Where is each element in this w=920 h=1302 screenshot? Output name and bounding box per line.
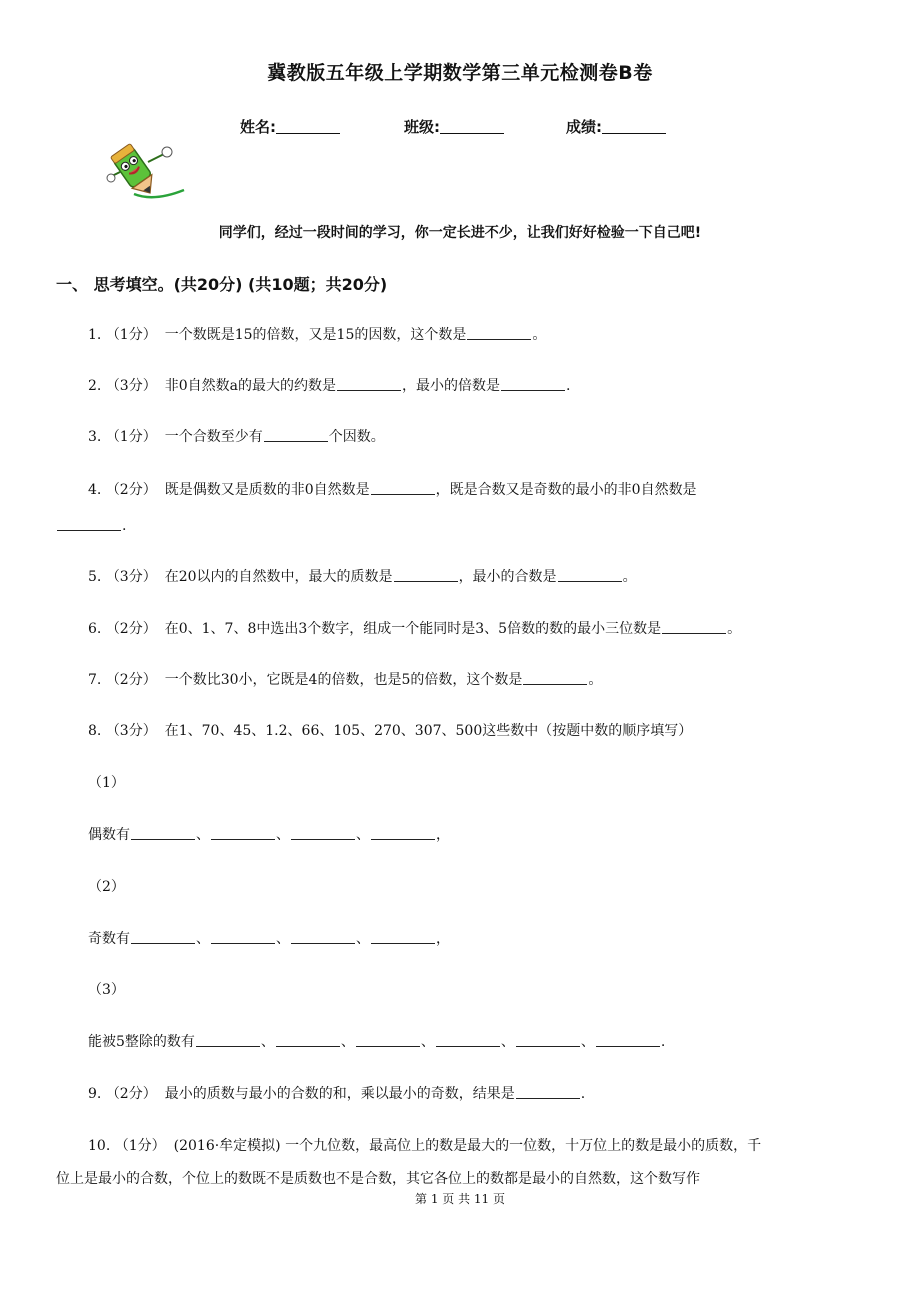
question-number: 1. [88, 327, 102, 343]
answer-blank[interactable] [57, 518, 121, 531]
q8-part-1 [88, 826, 450, 844]
question-score: （3分） [105, 569, 157, 585]
question-6 [88, 620, 741, 638]
question-text: 在20以内的自然数中，最大的质数是 [164, 569, 393, 585]
question-number: 2. [88, 378, 102, 394]
answer-blank[interactable] [371, 827, 435, 840]
separator: 、 [420, 1034, 435, 1050]
q8-part-2-label: （2） [88, 879, 125, 895]
score-field [566, 116, 666, 137]
question-text-end: . [580, 1086, 586, 1102]
answer-blank[interactable] [516, 1034, 580, 1047]
separator: 、 [356, 931, 370, 947]
answer-blank[interactable] [662, 621, 726, 634]
question-score: （2分） [105, 621, 157, 637]
question-text: 一个数比30小，它既是4的倍数，也是5的倍数，这个数是 [164, 672, 523, 688]
question-text-end: . [566, 378, 571, 394]
separator: 、 [196, 931, 210, 947]
question-text-end: 个因数。 [328, 429, 385, 445]
answer-blank[interactable] [196, 1034, 260, 1047]
question-text: 在0、1、7、8中选出3个数字，组成一个能同时是3、5倍数的数的最小三位数是 [164, 621, 662, 637]
question-3 [88, 428, 385, 446]
question-number: 3. [88, 429, 102, 445]
question-number: 5. [88, 569, 102, 585]
separator: 、 [260, 1034, 275, 1050]
question-text: (2016·牟定模拟) 一个九位数，最高位上的数是最大的一位数，十万位上的数是最小的质数，千 [173, 1138, 762, 1154]
class-field [404, 116, 504, 137]
question-text-end: . [122, 518, 127, 534]
answer-blank[interactable] [596, 1034, 660, 1047]
question-number: 6. [88, 621, 102, 637]
question-text-end: 。 [727, 621, 742, 637]
score-label: 成绩: [566, 118, 602, 136]
question-number: 4. [88, 482, 102, 498]
question-score: （2分） [105, 672, 157, 688]
answer-blank[interactable] [436, 1034, 500, 1047]
question-7 [88, 671, 602, 689]
question-text-mid: ，最小的倍数是 [402, 378, 500, 394]
part-text: 奇数有 [88, 931, 130, 947]
question-10 [88, 1137, 761, 1155]
question-text: 一个数既是15的倍数，又是15的因数，这个数是 [164, 327, 467, 343]
part-text: 能被5整除的数有 [88, 1034, 195, 1050]
part-end: ， [436, 931, 450, 947]
q8-part-3-label: （3） [88, 982, 125, 998]
question-8 [88, 722, 692, 740]
question-text-end: 。 [622, 569, 637, 585]
separator: 、 [196, 827, 210, 843]
section-heading: 一、 思考填空。(共20分) (共10题；共20分) [56, 275, 388, 294]
answer-blank[interactable] [558, 569, 622, 582]
question-text-end: 。 [588, 672, 603, 688]
answer-blank[interactable] [337, 378, 401, 391]
answer-blank[interactable] [501, 378, 565, 391]
answer-blank[interactable] [211, 827, 275, 840]
separator: 、 [356, 827, 370, 843]
part-end: ， [436, 827, 450, 843]
question-number: 9. [88, 1086, 102, 1102]
question-score: （2分） [105, 1086, 157, 1102]
question-text: 在1、70、45、1.2、66、105、270、307、500这些数中（按题中数的顺序填写） [164, 723, 693, 739]
question-4-continued [56, 517, 126, 535]
name-field [240, 116, 340, 137]
greeting-text: 同学们，经过一段时间的学习，你一定长进不少，让我们好好检验一下自己吧! [218, 225, 702, 241]
question-text: 一个合数至少有 [164, 429, 263, 445]
answer-blank[interactable] [131, 827, 195, 840]
question-4 [88, 481, 697, 499]
separator: 、 [500, 1034, 515, 1050]
question-text: 既是偶数又是质数的非0自然数是 [164, 482, 370, 498]
question-2 [88, 377, 570, 395]
part-end: . [660, 1034, 666, 1050]
q8-part-1-label: （1） [88, 775, 125, 791]
answer-blank[interactable] [467, 327, 531, 340]
question-score: （3分） [105, 723, 157, 739]
score-blank[interactable] [602, 119, 666, 134]
name-blank[interactable] [276, 119, 340, 134]
separator: 、 [580, 1034, 595, 1050]
answer-blank[interactable] [131, 931, 195, 944]
page-footer: 第 1 页 共 11 页 [415, 1192, 505, 1206]
q8-part-2 [88, 930, 450, 948]
question-number: 7. [88, 672, 102, 688]
question-number: 8. [88, 723, 102, 739]
q8-part-3 [88, 1033, 665, 1051]
answer-blank[interactable] [394, 569, 458, 582]
question-score: （2分） [105, 482, 157, 498]
answer-blank[interactable] [523, 672, 587, 685]
answer-blank[interactable] [371, 482, 435, 495]
answer-blank[interactable] [211, 931, 275, 944]
answer-blank[interactable] [516, 1086, 580, 1099]
question-text: 非0自然数a的最大的约数是 [164, 378, 336, 394]
separator: 、 [276, 931, 290, 947]
answer-blank[interactable] [264, 429, 328, 442]
pencil-mascot-icon [104, 140, 188, 204]
answer-blank[interactable] [291, 931, 355, 944]
separator: 、 [340, 1034, 355, 1050]
question-score: （3分） [105, 378, 157, 394]
class-blank[interactable] [440, 119, 504, 134]
question-score: （1分） [105, 327, 157, 343]
question-text-mid: ，既是合数又是奇数的最小的非0自然数是 [435, 482, 697, 498]
answer-blank[interactable] [291, 827, 355, 840]
answer-blank[interactable] [371, 931, 435, 944]
answer-blank[interactable] [276, 1034, 340, 1047]
question-text: 最小的质数与最小的合数的和，乘以最小的奇数，结果是 [164, 1086, 515, 1102]
part-text: 偶数有 [88, 827, 130, 843]
question-10-line-2: 位上是最小的合数，个位上的数既不是质数也不是合数，其它各位上的数都是最小的自然数，这个数写作 [56, 1171, 700, 1187]
class-label: 班级: [404, 118, 440, 136]
question-5 [88, 568, 637, 586]
question-number: 10. [88, 1138, 111, 1154]
question-9 [88, 1085, 585, 1103]
separator: 、 [276, 827, 290, 843]
question-score: （1分） [105, 429, 157, 445]
name-label: 姓名: [240, 118, 276, 136]
question-text-mid: ，最小的合数是 [458, 569, 557, 585]
answer-blank[interactable] [356, 1034, 420, 1047]
question-score: （1分） [114, 1138, 166, 1154]
page-title: 冀教版五年级上学期数学第三单元检测卷B卷 [267, 62, 653, 84]
question-text-end: 。 [532, 327, 547, 343]
question-1 [88, 326, 546, 344]
